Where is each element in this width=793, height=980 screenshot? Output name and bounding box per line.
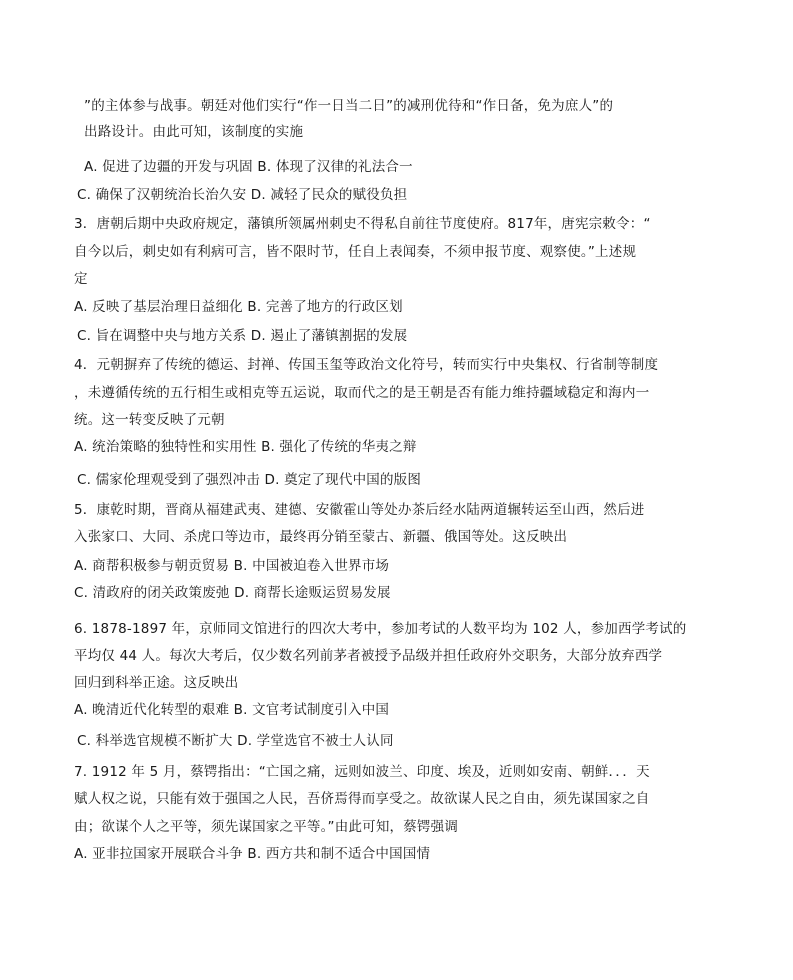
q4-text-line-1: 4．元朝摒弃了传统的德运、封禅、传国玉玺等政治文化符号，转而实行中央集权、行省制等制度 (74, 357, 659, 373)
q3-text-line-2: 自今以后，刺史如有利病可言，皆不限时节，任自上表闻奏，不须申报节度、观察使。”上述规 (74, 244, 637, 260)
q3-options-ab: A. 反映了基层治理日益细化 B. 完善了地方的行政区划 (74, 299, 403, 315)
q6-options-ab: A. 晚清近代化转型的艰难 B. 文官考试制度引入中国 (74, 702, 390, 718)
q6-text-line-3: 回归到科举正途。这反映出 (74, 675, 239, 691)
q7-text-line-1: 7. 1912 年 5 月，蔡锷指出：“亡国之痛，远则如波兰、印度、埃及，近则如安南、朝鲜．．．天 (74, 764, 650, 780)
q5-text-line-2: 入张家口、大同、杀虎口等边市，最终再分销至蒙古、新疆、俄国等处。这反映出 (74, 529, 568, 545)
q2-options-cd: C. 确保了汉朝统治长治久安 D. 减轻了民众的赋役负担 (77, 187, 408, 203)
q5-options-cd: C. 清政府的闭关政策废弛 D. 商帮长途贩运贸易发展 (74, 585, 391, 601)
q3-options-cd: C. 旨在调整中央与地方关系 D. 遏止了藩镇割据的发展 (77, 328, 408, 344)
q4-text-line-3: 统。这一转变反映了元朝 (74, 412, 225, 428)
q5-options-ab: A. 商帮积极参与朝贡贸易 B. 中国被迫卷入世界市场 (74, 558, 390, 574)
q2-text-line-2: 出路设计。由此可知，该制度的实施 (84, 124, 304, 140)
q3-text-line-3: 定 (74, 271, 88, 287)
q2-text-line-1: ”的主体参与战事。朝廷对他们实行“作一日当二日”的减刑优待和“作日备，免为庶人”的 (84, 98, 614, 114)
q4-options-cd: C. 儒家伦理观受到了强烈冲击 D. 奠定了现代中国的版图 (77, 472, 422, 488)
q6-text-line-1: 6. 1878-1897 年，京师同文馆进行的四次大考中，参加考试的人数平均为 102 人，参加西学考试的 (74, 621, 687, 637)
q7-text-line-2: 赋人权之说，只能有效于强国之人民，吾侪焉得而享受之。故欲谋人民之自由，须先谋国家之自 (74, 791, 650, 807)
q3-text-line-1: 3．唐朝后期中央政府规定，藩镇所领属州刺史不得私自前往节度使府。817年，唐宪宗敕令：“ (74, 216, 651, 232)
q2-options-ab: A. 促进了边疆的开发与巩固 B. 体现了汉律的礼法合一 (84, 159, 413, 175)
q4-text-line-2: ，未遵循传统的五行相生或相克等五运说，取而代之的是王朝是否有能力维持疆域稳定和海内一 (74, 385, 650, 401)
q7-text-line-3: 由；欲谋个人之平等，须先谋国家之平等。”由此可知，蔡锷强调 (74, 819, 459, 835)
q5-text-line-1: 5．康乾时期，晋商从福建武夷、建德、安徽霍山等处办茶后经水陆两道辗转运至山西，然后进 (74, 502, 645, 518)
q6-options-cd: C. 科举选官规模不断扩大 D. 学堂选官不被士人认同 (77, 733, 394, 749)
q7-options-ab: A. 亚非拉国家开展联合斗争 B. 西方共和制不适合中国国情 (74, 846, 431, 862)
q6-text-line-2: 平均仅 44 人。每次大考后，仅少数名列前茅者被授予品级并担任政府外交职务，大部分放弃西学 (74, 648, 663, 664)
q4-options-ab: A. 统治策略的独特性和实用性 B. 强化了传统的华夷之辩 (74, 439, 417, 455)
